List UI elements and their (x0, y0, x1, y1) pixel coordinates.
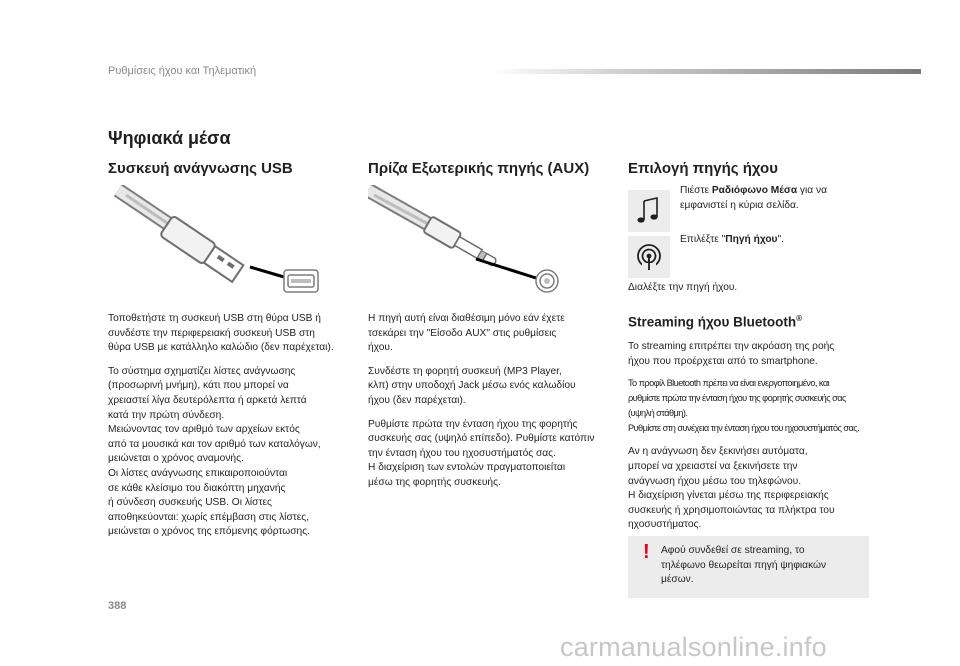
usb-plug-illustration (108, 185, 328, 300)
usb-paragraph-2: Το σύστημα σχηματίζει λίστες ανάγνωσης (προσωρινή μνήμη), κάτι που μπορεί να χρειαστεί λίγα δευτερόλεπτα ή αρκετά λεπτά κατά την πρώτη σύνδεση. Μειώνοντας τον αριθμό των αρχείων εκτός από τα μουσικά και τον αριθμό των καταλόγων, μειώνεται ο χρόνος αναμονής. Οι λίστες ανάγνωσης επικαιροποιούνται σε κάθε κλείσιμο του διακόπτη μηχανής ή σύνδεση συσκευής USB. Οι λίστες αποθηκεύονται: χωρίς επέμβαση στις λίστες, μειώνεται ο χρόνος της επόμενης φόρτωσης. (108, 365, 321, 538)
music-note-icon (628, 190, 670, 232)
warning-text: Αφού συνδεθεί σε streaming, το τηλέφωνο θεωρείται πηγή ψηφιακών μέσων. (661, 545, 827, 586)
radio-broadcast-icon (628, 236, 670, 278)
bluetooth-heading: Streaming ήχου Bluetooth® (628, 314, 803, 330)
jack-plug-illustration (368, 185, 568, 300)
source-step-3: Διαλέξτε την πηγή ήχου. (628, 282, 738, 293)
bluetooth-paragraph-2: Το προφίλ Bluetooth πρέπει να είναι ενεργοποιημένο, και ρυθμίστε πρώτα την ένταση ήχου της φορητής συσκευής σας (υψηλή στάθμη). Ρυθμίστε στη συνέχεια την ένταση ήχου του ηχοσυστήματός σας. (628, 378, 860, 433)
usb-heading: Συσκευή ανάγνωσης USB (108, 160, 293, 177)
warning-icon: ! (643, 541, 650, 563)
bluetooth-text (628, 340, 873, 533)
music-note-icon-box (628, 190, 670, 232)
source-step-1: Πιέστε Ραδιόφωνο Μέσα για να εμφανιστεί η κύρια σελίδα. (680, 185, 827, 211)
page-heading: Ψηφιακά μέσα (108, 128, 231, 148)
bluetooth-paragraph-1: Το streaming επιτρέπει την ακρόαση της ροής ήχου που προέρχεται από το smartphone. (628, 341, 835, 367)
page-number: 388 (108, 600, 127, 612)
warning-box (628, 536, 869, 598)
watermark: carmanualsonline.info (560, 632, 827, 662)
bluetooth-paragraph-3: Αν η ανάγνωση δεν ξεκινήσει αυτόματα, μπορεί να χρειαστεί να ξεκινήσετε την ανάγνωση ήχου μέσω του τηλεφώνου. Η διαχείριση γίνεται μέσω της περιφερειακής συσκευής ή χρησιμοποιώντας τα πλήκτρα του ηχοσυστήματος. (628, 446, 835, 531)
radio-icon-box (628, 236, 670, 278)
aux-paragraph-2: Συνδέστε τη φορητή συσκευή (MP3 Player, κλπ) στην υποδοχή Jack μέσω ενός καλωδίου ήχου (δεν παρέχεται). (368, 365, 576, 406)
aux-paragraph-1: Η πηγή αυτή είναι διαθέσιμη μόνο εάν έχετε τσεκάρει την "Είσοδο AUX" στις ρυθμίσεις ήχου. (368, 313, 565, 354)
aux-heading: Πρίζα Εξωτερικής πηγής (AUX) (368, 160, 590, 177)
usb-text (108, 312, 358, 540)
header-rule (490, 69, 921, 74)
usb-paragraph-1: Τοποθετήστε τη συσκευή USB στη θύρα USB ή συνδέστε την περιφερειακή συσκευή USB στη θύρα USB με κατάλληλο καλώδιο (δεν παρέχεται). (108, 313, 334, 354)
source-heading: Επιλογή πηγής ήχου (628, 160, 778, 177)
source-step-2: Επιλέξτε "Πηγή ήχου". (680, 234, 784, 245)
aux-text (368, 312, 618, 491)
header-title: Ρυθμίσεις ήχου και Τηλεματική (108, 65, 257, 77)
aux-paragraph-3: Ρυθμίστε πρώτα την ένταση ήχου της φορητής συσκευής σας (υψηλό επίπεδο). Ρυθμίστε κατόπιν την ένταση ήχου του ηχοσυστήματός σας. Η διαχείριση των εντολών πραγματοποιείται μέσω της φορητής συσκευής. (368, 418, 595, 488)
